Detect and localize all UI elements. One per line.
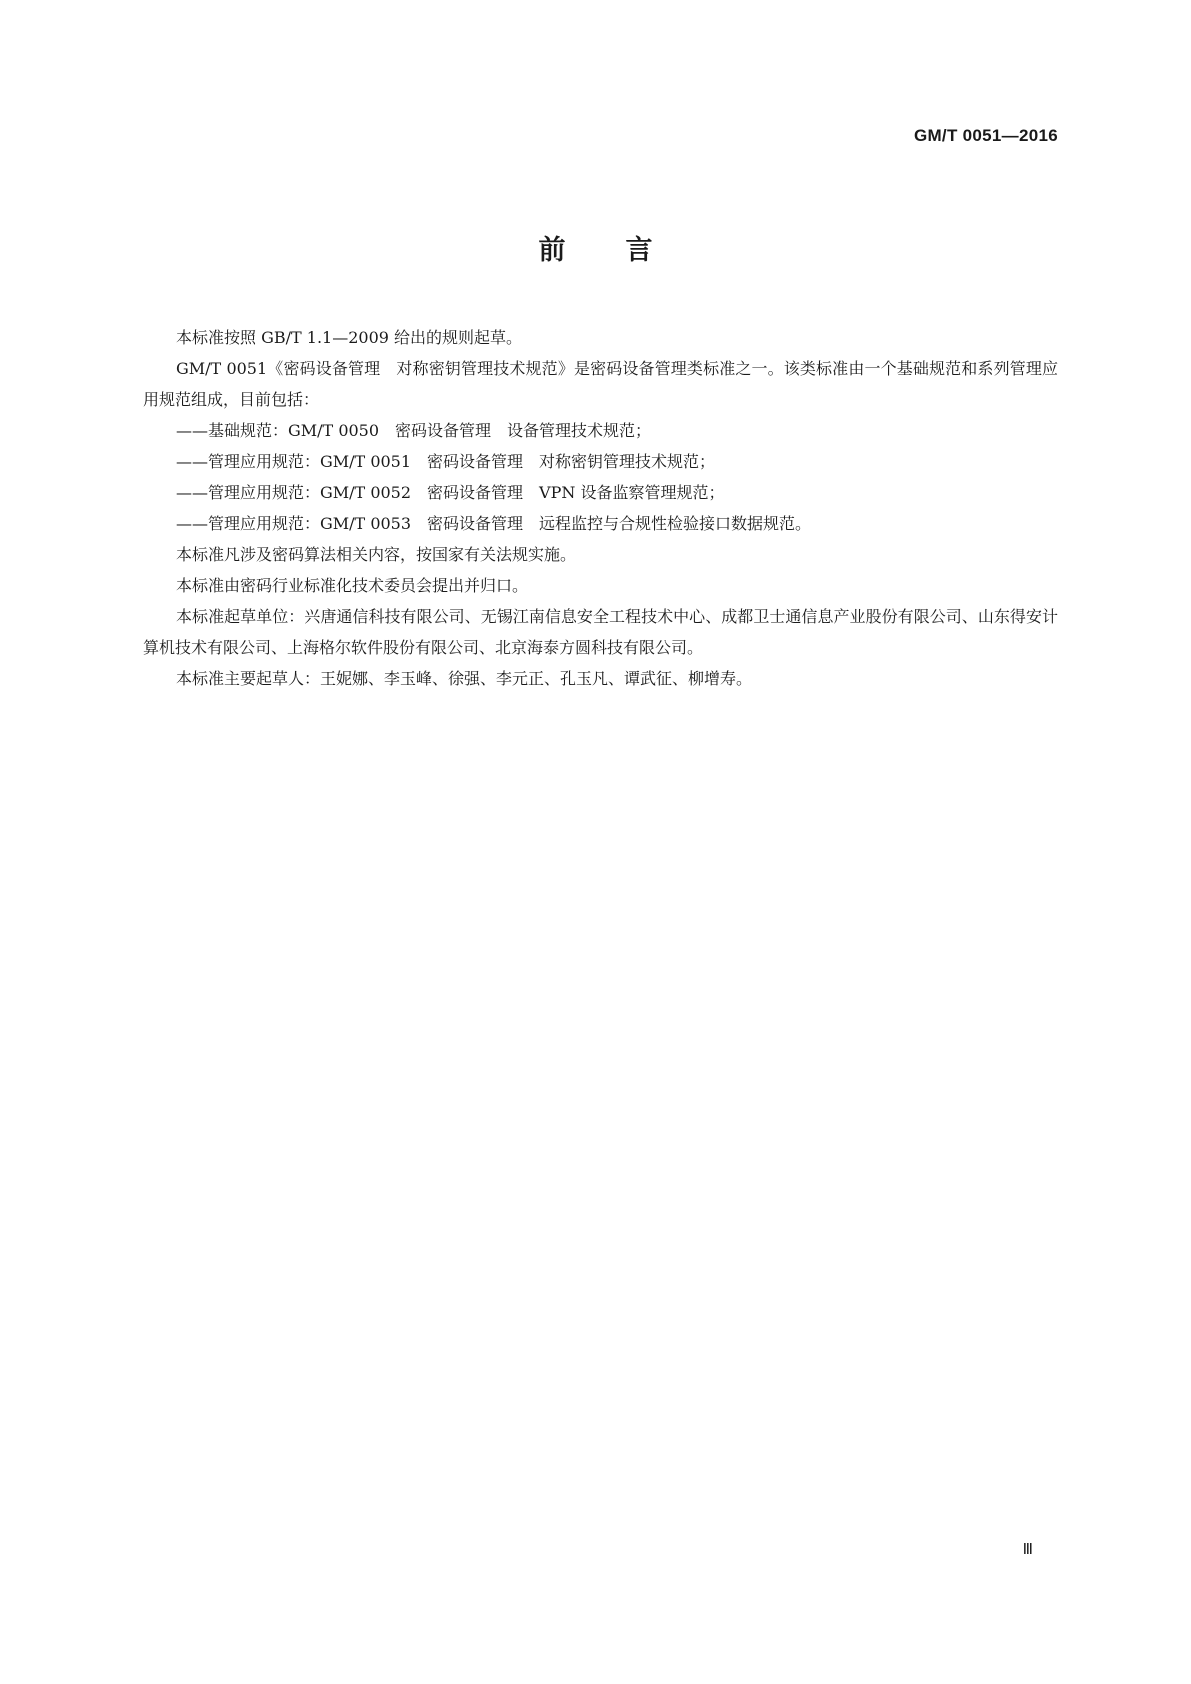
paragraph-proposer: 本标准由密码行业标准化技术委员会提出并归口。	[176, 576, 529, 595]
list-item: ——管理应用规范：GM/T 0052 密码设备管理 VPN 设备监察管理规范；	[176, 483, 725, 502]
foreword-body	[143, 322, 1058, 694]
list-item: ——管理应用规范：GM/T 0051 密码设备管理 对称密钥管理技术规范；	[176, 452, 716, 471]
paragraph-crypto-algorithm: 本标准凡涉及密码算法相关内容，按国家有关法规实施。	[176, 545, 577, 564]
paragraph-standard-series: GM/T 0051《密码设备管理 对称密钥管理技术规范》是密码设备管理类标准之一。该类标准由一个基础规范和系列管理应用规范组成，目前包括：	[143, 359, 1058, 409]
paragraph-drafting-rules: 本标准按照 GB/T 1.1—2009 给出的规则起草。	[176, 328, 523, 347]
list-item: ——基础规范：GM/T 0050 密码设备管理 设备管理技术规范；	[176, 421, 652, 440]
paragraph-drafting-units: 本标准起草单位：兴唐通信科技有限公司、无锡江南信息安全工程技术中心、成都卫士通信息产业股份有限公司、山东得安计算机技术有限公司、上海格尔软件股份有限公司、北京海泰方圆科技有限公司。	[143, 607, 1058, 657]
paragraph-drafters: 本标准主要起草人：王妮娜、李玉峰、徐强、李元正、孔玉凡、谭武征、柳增寿。	[176, 669, 753, 688]
list-item: ——管理应用规范：GM/T 0053 密码设备管理 远程监控与合规性检验接口数据规范。	[176, 514, 812, 533]
standard-code: GM/T 0051—2016	[913, 126, 1058, 145]
page-number: Ⅲ	[1022, 1542, 1033, 1558]
page-title: 前言	[538, 235, 713, 266]
